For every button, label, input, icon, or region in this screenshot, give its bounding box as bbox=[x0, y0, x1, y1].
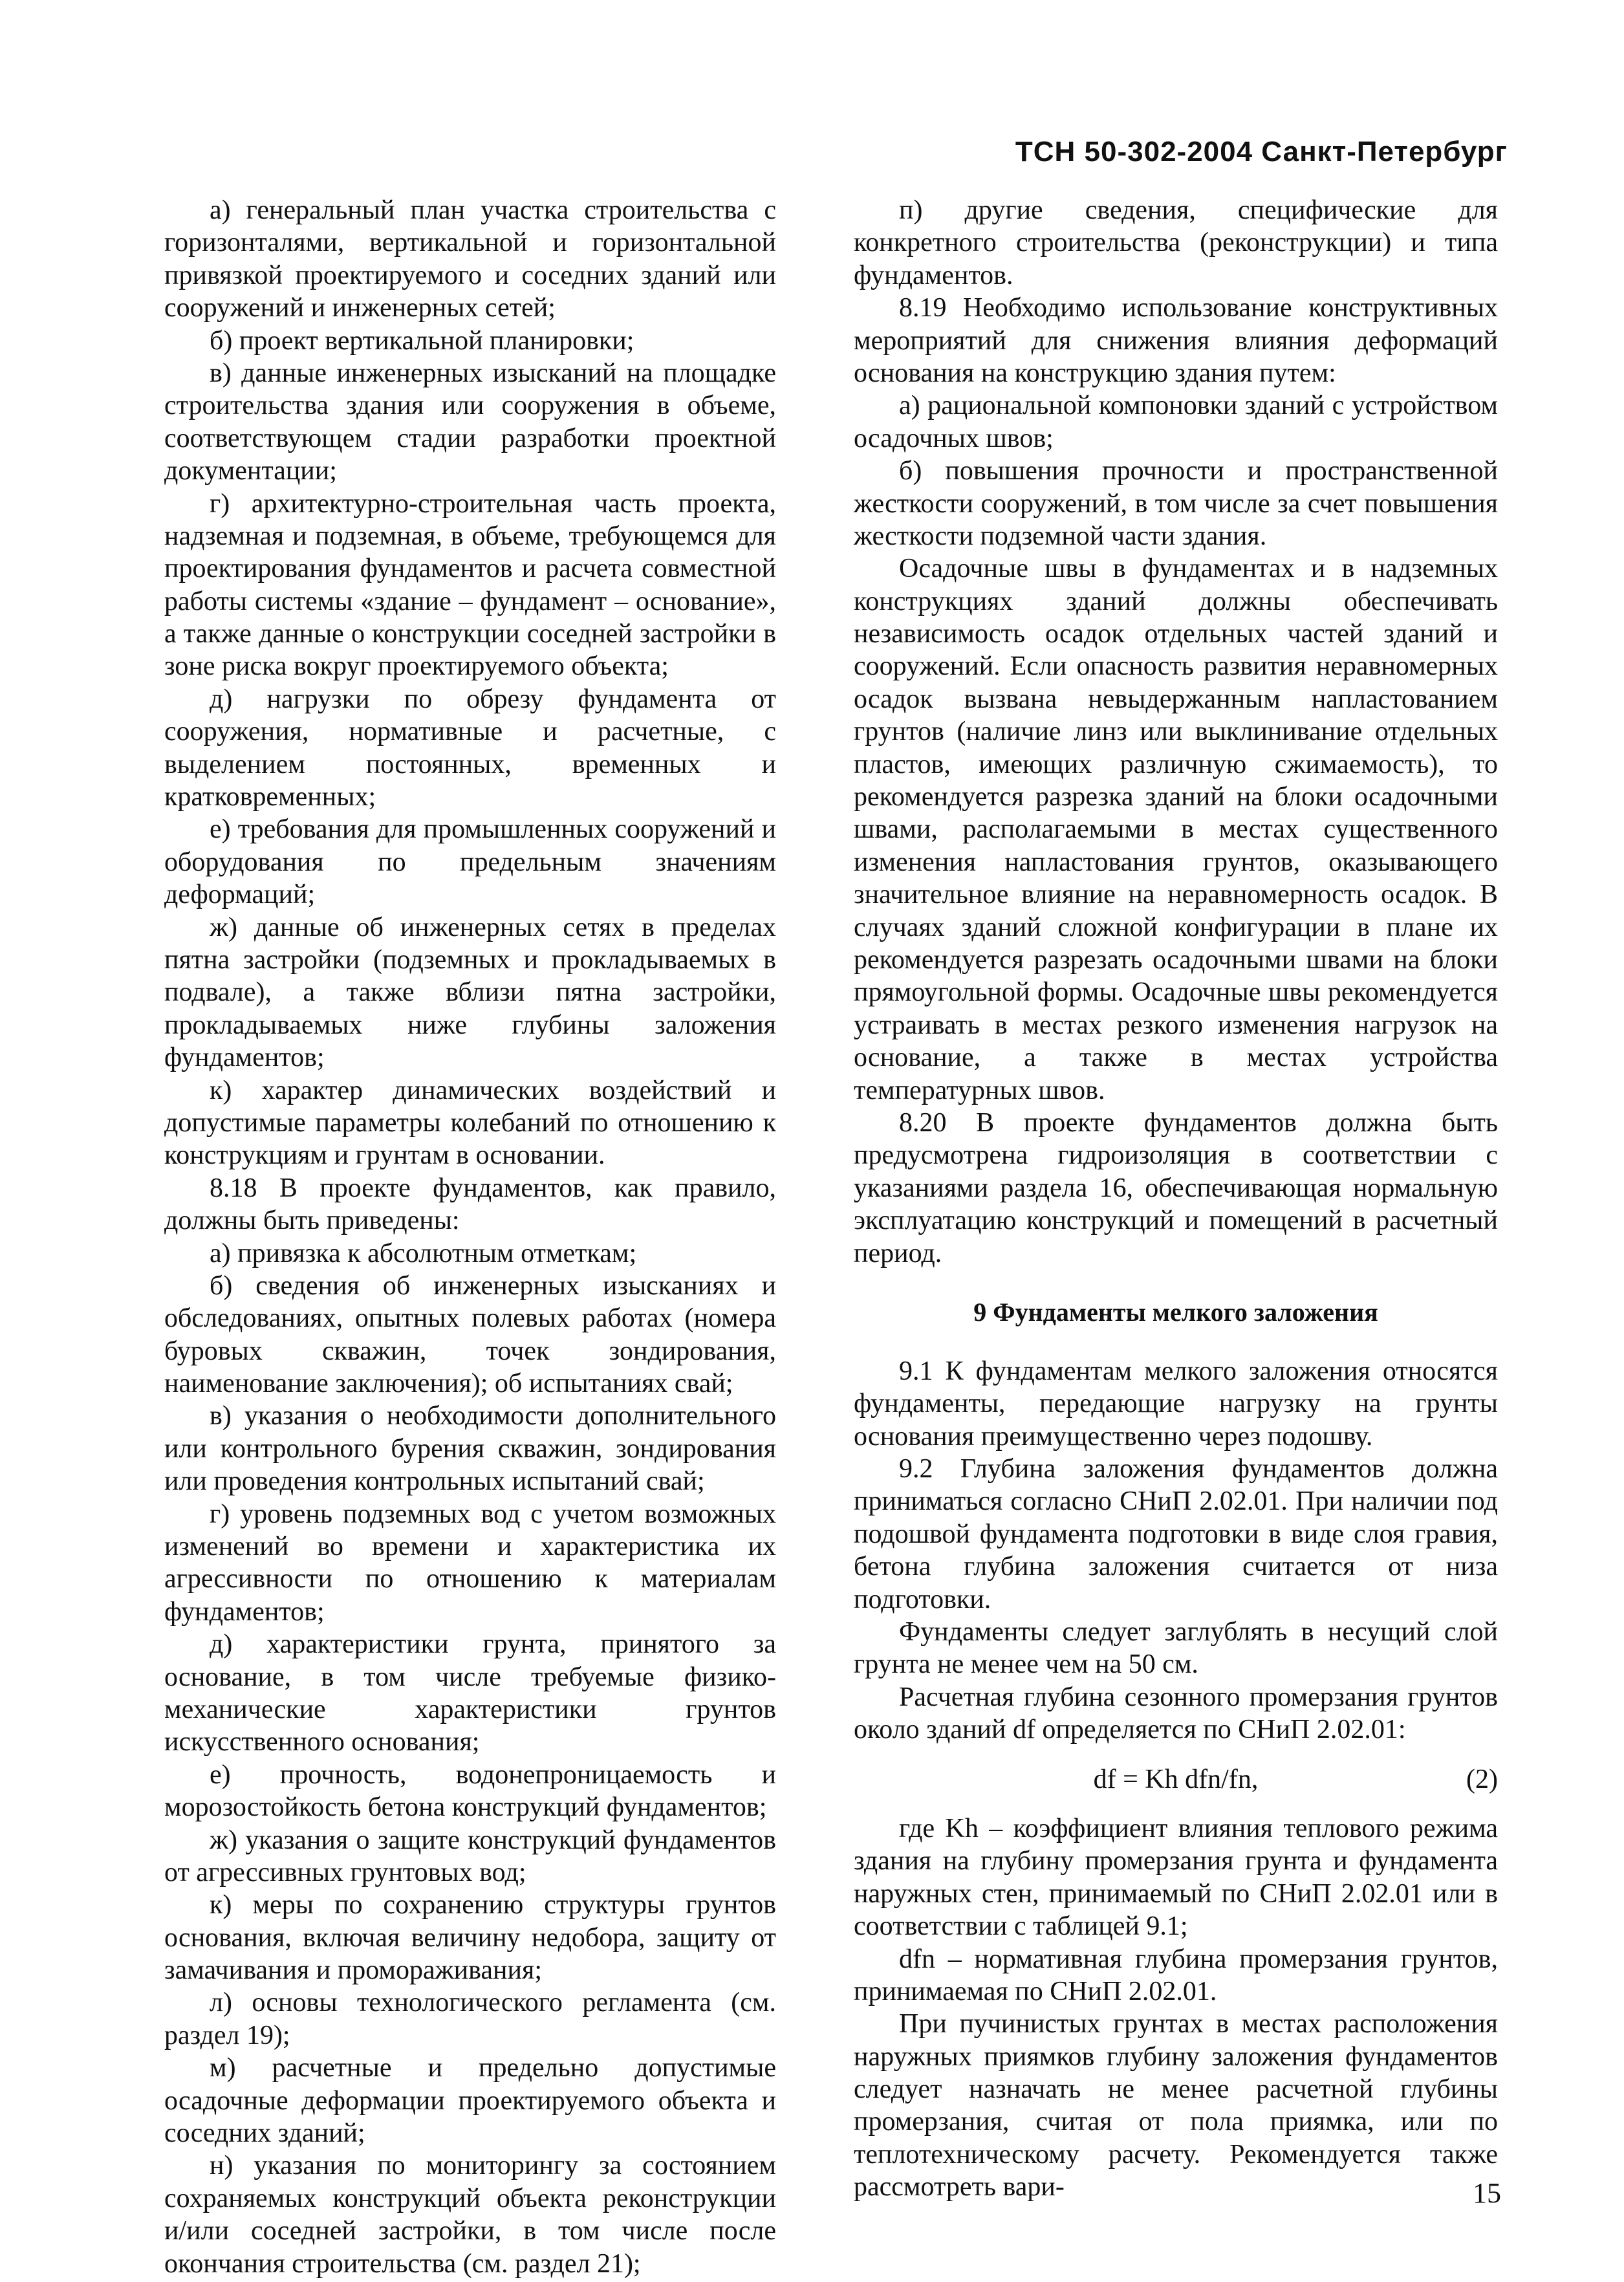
list-item: а) генеральный план участка строительства с горизонталями, вертикальной и горизонтальной привязкой проектируемого и соседних зданий или сооружений и инженерных сетей; bbox=[164, 195, 776, 323]
paragraph: Фундаменты следует заглублять в несущий слой грунта не менее чем на 50 см. bbox=[854, 1617, 1498, 1680]
paragraph: Расчетная глубина сезонного промерзания грунтов около зданий df определяется по СНиП 2.02.01: bbox=[854, 1682, 1498, 1745]
clause-9-1: 9.1 К фундаментам мелкого заложения относятся фундаменты, передающие нагрузку на грунты основания преимущественно через подошву. bbox=[854, 1356, 1498, 1451]
paragraph: При пучинистых грунтах в местах расположения наружных приямков глубину заложения фундаментов следует назначать не менее расчетной глубины промерзания, считая от пола приямка, или по теплотехническому расчету. Рекомендуется также рассмотреть вари- bbox=[854, 2009, 1498, 2202]
clause-9-2: 9.2 Глубина заложения фундаментов должна приниматься согласно СНиП 2.02.01. При наличии под подошвой фундамента подготовки в виде слоя гравия, бетона глубина заложения считается от низа подготовки. bbox=[854, 1454, 1498, 1614]
left-column bbox=[164, 194, 776, 2280]
list-item: б) повышения прочности и пространственной жесткости сооружений, в том числе за счет повышения жесткости подземной части здания. bbox=[854, 456, 1498, 551]
list-item: е) требования для промышленных сооружений и оборудования по предельным значениям деформаций; bbox=[164, 814, 776, 910]
list-item: в) указания о необходимости дополнительного или контрольного бурения скважин, зондирования или проведения контрольных испытаний свай; bbox=[164, 1401, 776, 1497]
equation-number: (2) bbox=[1466, 1764, 1498, 1794]
list-item: г) архитектурно-строительная часть проекта, надземная и подземная, в объеме, требующемся для проектирования фундаментов и расчета совместной работы системы «здание – фундамент – основание», а также данные о конструкции соседней застройки в зоне риска вокруг проектируемого объекта; bbox=[164, 488, 776, 682]
list-item: д) характеристики грунта, принятого за основание, в том числе требуемые физико-механические характеристики грунтов искусственного основания; bbox=[164, 1629, 776, 1757]
list-item: к) меры по сохранению структуры грунтов основания, включая величину недобора, защиту от замачивания и промораживания; bbox=[164, 1890, 776, 1986]
right-column bbox=[854, 194, 1498, 2204]
list-item: м) расчетные и предельно допустимые осадочные деформации проектируемого объекта и соседних зданий; bbox=[164, 2053, 776, 2149]
list-item: ж) указания о защите конструкций фундаментов от агрессивных грунтовых вод; bbox=[164, 1825, 776, 1887]
list-item: а) рациональной компоновки зданий с устройством осадочных швов; bbox=[854, 391, 1498, 453]
formula bbox=[854, 1763, 1498, 1796]
running-header: ТСН 50-302-2004 Санкт-Петербург bbox=[1015, 136, 1508, 168]
formula-expression: df = Kh dfn/fn, bbox=[1093, 1764, 1259, 1794]
list-item: н) указания по мониторингу за состоянием сохраняемых конструкций объекта реконструкции и/или соседней застройки, в том числе после окончания строительства (см. раздел 21); bbox=[164, 2151, 776, 2279]
list-item: б) проект вертикальной планировки; bbox=[210, 325, 634, 356]
list-item: е) прочность, водонепроницаемость и морозостойкость бетона конструкций фундаментов; bbox=[164, 1759, 776, 1823]
list-item: ж) данные об инженерных сетях в пределах пятна застройки (подземных и прокладываемых в подвале), а также вблизи пятна застройки, прокладываемых ниже глубины заложения фундаментов; bbox=[164, 912, 776, 1073]
list-item: п) другие сведения, специфические для конкретного строительства (реконструкции) и типа фундаментов. bbox=[854, 195, 1498, 290]
list-item: л) основы технологического регламента (см. раздел 19); bbox=[164, 1988, 776, 2050]
paragraph: Осадочные швы в фундаментах и в надземных конструкциях зданий должны обеспечивать независимость осадок отдельных частей зданий и сооружений. Если опасность развития неравномерных осадок вызвана невыдержанным напластованием грунтов (наличие линз или выклинивание отдельных пластов, имеющих различную сжимаемость), то рекомендуется разрезка зданий на блоки осадочными швами, располагаемыми в местах существенного изменения напластования грунтов, оказывающего значительное влияние на неравномерность осадок. В случаях зданий сложной конфигурации в плане их рекомендуется разрезать осадочными швами на блоки прямоугольной формы. Осадочные швы рекомендуется устраивать в местах резкого изменения нагрузок на основание, а также в местах устройства температурных швов. bbox=[854, 554, 1498, 1105]
page-number: 15 bbox=[1473, 2177, 1501, 2209]
clause-8-20: 8.20 В проекте фундаментов должна быть предусмотрена гидроизоляция в соответствии с указаниями раздела 16, обеспечивающая нормальную эксплуатацию конструкций и помещений в расчетный период. bbox=[854, 1107, 1498, 1268]
list-item: к) характер динамических воздействий и допустимые параметры колебаний по отношению к конструкциям и грунтам в основании. bbox=[164, 1075, 776, 1171]
list-item: а) привязка к абсолютным отметкам; bbox=[210, 1238, 637, 1268]
list-item: г) уровень подземных вод с учетом возможных изменений во времени и характеристика их агрессивности по отношению к материалам фундаментов; bbox=[164, 1499, 776, 1627]
section-heading: 9 Фундаменты мелкого заложения bbox=[973, 1297, 1378, 1327]
list-item: в) данные инженерных изысканий на площадке строительства здания или сооружения в объеме, соответствующем стадии разработки проектной документации; bbox=[164, 358, 776, 486]
clause-8-19: 8.19 Необходимо использование конструктивных мероприятий для снижения влияния деформаций основания на конструкцию здания путем: bbox=[854, 293, 1498, 388]
paragraph: dfn – нормативная глубина промерзания грунтов, принимаемая по СНиП 2.02.01. bbox=[854, 1944, 1498, 2006]
paragraph: где Kh – коэффициент влияния теплового режима здания на глубину промерзания грунта и фундамента наружных стен, принимаемый по СНиП 2.02.01 или в соответствии с таблицей 9.1; bbox=[854, 1813, 1498, 1942]
list-item: д) нагрузки по обрезу фундамента от сооружения, нормативные и расчетные, с выделением постоянных, временных и кратковременных; bbox=[164, 684, 776, 812]
clause-8-18: 8.18 В проекте фундаментов, как правило, должны быть приведены: bbox=[164, 1173, 776, 1236]
list-item: б) сведения об инженерных изысканиях и обследованиях, опытных полевых работах (номера буровых скважин, точек зондирования, наименование заключения); об испытаниях свай; bbox=[164, 1270, 776, 1399]
